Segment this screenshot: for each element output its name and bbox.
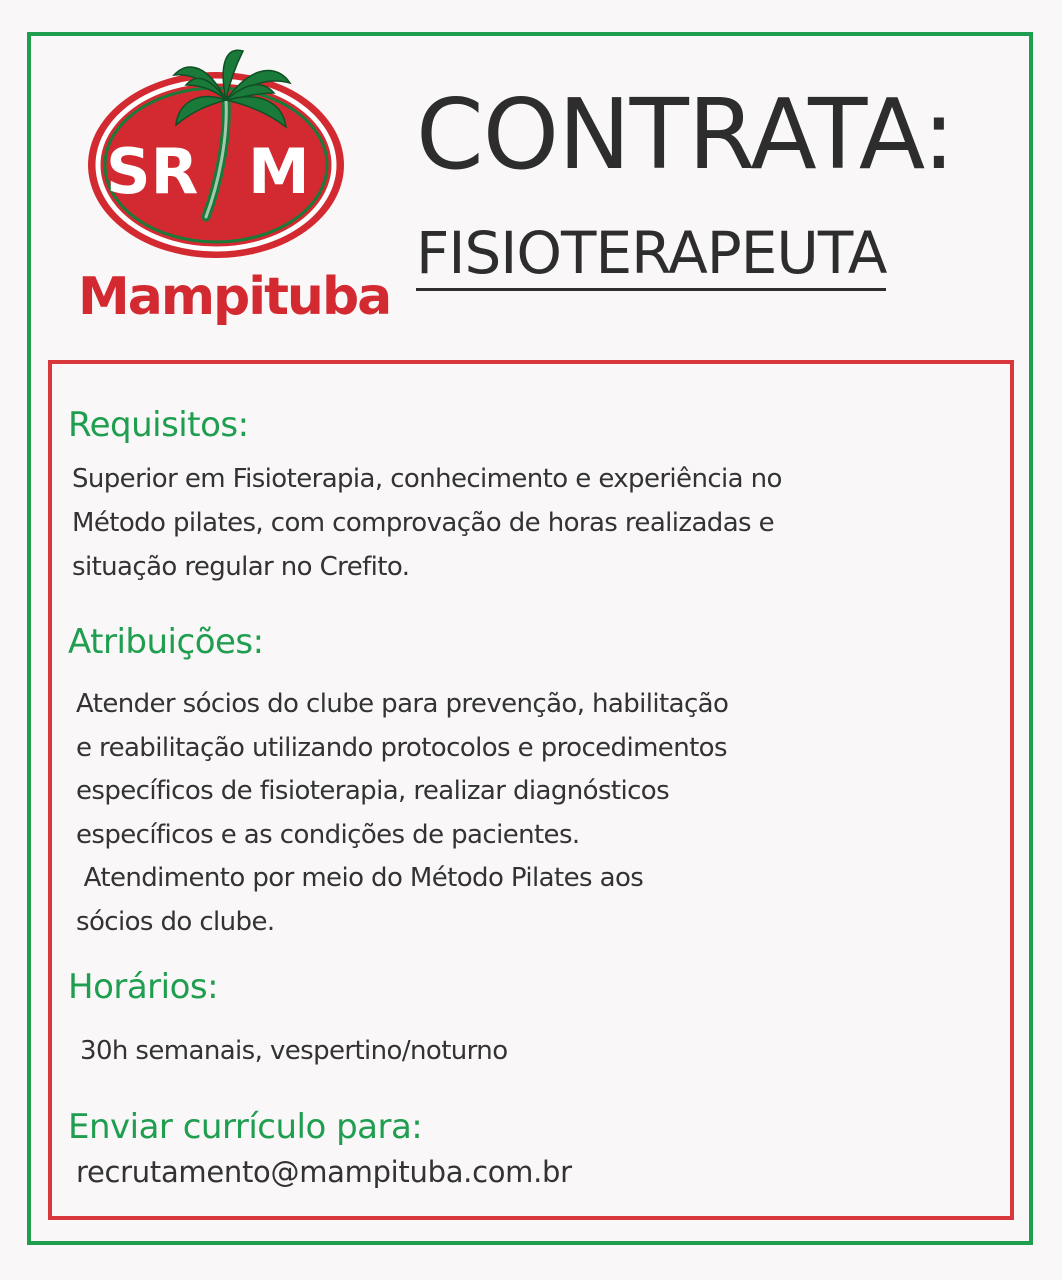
horarios-text: 30h semanais, vespertino/noturno	[80, 1036, 508, 1066]
horarios-heading: Horários:	[68, 967, 219, 1007]
headline: CONTRATA:	[416, 78, 955, 191]
contato-heading: Enviar currículo para:	[68, 1107, 423, 1147]
atribuicoes-line-4: específicos e as condições de pacientes.	[76, 820, 580, 850]
logo-monogram-right: M	[248, 135, 310, 208]
requisitos-line-2: Método pilates, com comprovação de horas realizadas e	[72, 508, 775, 538]
atribuicoes-line-6: sócios do clube.	[76, 907, 275, 937]
logo-wordmark: Mampituba	[78, 267, 391, 327]
requisitos-line-3: situação regular no Crefito.	[72, 552, 410, 582]
atribuicoes-line-1: Atender sócios do clube para prevenção, habilitação	[76, 689, 729, 719]
atribuicoes-line-2: e reabilitação utilizando protocolos e procedimentos	[76, 733, 727, 763]
contact-email[interactable]: recrutamento@mampituba.com.br	[76, 1155, 572, 1189]
requisitos-line-1: Superior em Fisioterapia, conhecimento e experiência no	[72, 464, 782, 494]
position-title: FISIOTERAPEUTA	[416, 220, 886, 291]
atribuicoes-heading: Atribuições:	[68, 622, 264, 662]
mampituba-logo	[78, 45, 391, 335]
atribuicoes-line-3: específicos de fisioterapia, realizar diagnósticos	[76, 776, 670, 806]
logo-emblem-icon	[78, 45, 368, 275]
requisitos-heading: Requisitos:	[68, 405, 249, 445]
logo-monogram-left: SR	[106, 135, 199, 208]
atribuicoes-line-5: Atendimento por meio do Método Pilates aos	[76, 863, 644, 893]
